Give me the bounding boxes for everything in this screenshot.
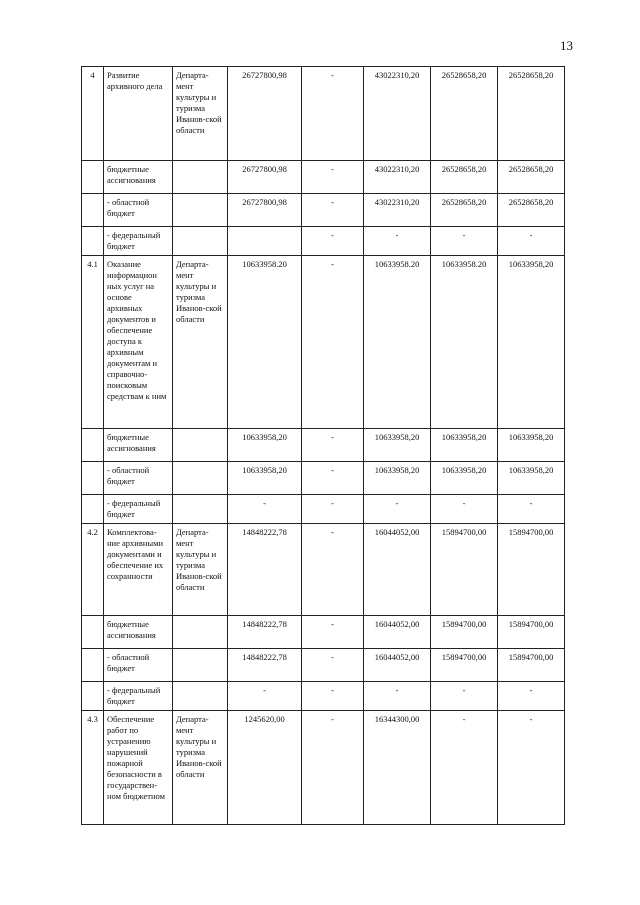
value-col2: - [302, 462, 364, 495]
table-row [82, 649, 565, 682]
table-row [82, 67, 565, 161]
value-col5: 15894700,00 [498, 649, 565, 682]
value-col2: - [302, 616, 364, 649]
value-col5: - [498, 682, 565, 711]
row-number [82, 227, 104, 256]
value-col3: - [364, 495, 431, 524]
value-col2: - [302, 524, 364, 616]
value-col5: 10633958,20 [498, 462, 565, 495]
row-responsible [173, 649, 228, 682]
value-col1: 26727800,98 [228, 67, 302, 161]
value-col1: 14848222,78 [228, 524, 302, 616]
value-col4: 10633958,20 [431, 429, 498, 462]
table-row [82, 682, 565, 711]
row-description: Обеспечение работ по устранению нарушений пожарной безопасности в государствен-ном бюджетном [104, 711, 173, 825]
row-number [82, 495, 104, 524]
value-col1 [228, 227, 302, 256]
row-number [82, 161, 104, 194]
value-col4: - [431, 495, 498, 524]
value-col4: 10633958,20 [431, 462, 498, 495]
value-col4: - [431, 227, 498, 256]
value-col1: 10633958,20 [228, 429, 302, 462]
row-description: Оказание информацион ных услуг на основе архивных документов и обеспечение доступа к архивным документам и справочно-поисковым средствам к ним [104, 256, 173, 429]
value-col3: - [364, 682, 431, 711]
table-row [82, 616, 565, 649]
value-col5: - [498, 711, 565, 825]
row-description: бюджетные ассигнования [104, 429, 173, 462]
value-col4: 15894700,00 [431, 616, 498, 649]
value-col2: - [302, 227, 364, 256]
row-responsible [173, 495, 228, 524]
value-col3: - [364, 227, 431, 256]
value-col1: 26727800,98 [228, 194, 302, 227]
row-number: 4.1 [82, 256, 104, 429]
value-col4: 26528658,20 [431, 67, 498, 161]
row-description: бюджетные ассигнования [104, 616, 173, 649]
value-col3: 43022310,20 [364, 194, 431, 227]
value-col2: - [302, 682, 364, 711]
value-col2: - [302, 649, 364, 682]
row-description: - федеральный бюджет [104, 227, 173, 256]
value-col4: 15894700,00 [431, 649, 498, 682]
value-col3: 16044052,00 [364, 524, 431, 616]
row-number [82, 429, 104, 462]
row-responsible [173, 462, 228, 495]
row-description: Комплектова-ние архивными документами и обеспечение их сохранности [104, 524, 173, 616]
value-col1: 10633958.20 [228, 256, 302, 429]
value-col4: 26528658,20 [431, 194, 498, 227]
row-description: бюджетные ассигнования [104, 161, 173, 194]
value-col5: - [498, 227, 565, 256]
table-row [82, 256, 565, 429]
table-row [82, 227, 565, 256]
row-number: 4 [82, 67, 104, 161]
value-col3: 43022310,20 [364, 161, 431, 194]
row-description: - областной бюджет [104, 649, 173, 682]
value-col4: - [431, 682, 498, 711]
value-col3: 10633958,20 [364, 462, 431, 495]
row-responsible: Департа-мент культуры и туризма Иванов-ской области [173, 256, 228, 429]
budget-table [81, 66, 565, 825]
value-col5: 26528658,20 [498, 161, 565, 194]
table-row [82, 194, 565, 227]
value-col1: 10633958,20 [228, 462, 302, 495]
row-responsible [173, 161, 228, 194]
value-col5: - [498, 495, 565, 524]
value-col2: - [302, 495, 364, 524]
value-col4: 26528658,20 [431, 161, 498, 194]
value-col4: - [431, 711, 498, 825]
value-col3: 16344300,00 [364, 711, 431, 825]
value-col4: 15894700,00 [431, 524, 498, 616]
table-row [82, 524, 565, 616]
value-col3: 10633958.20 [364, 256, 431, 429]
value-col2: - [302, 161, 364, 194]
row-responsible: Департа-мент культуры и туризма Иванов-ской области [173, 67, 228, 161]
row-number: 4.3 [82, 711, 104, 825]
row-responsible [173, 227, 228, 256]
value-col5: 15894700,00 [498, 616, 565, 649]
row-number [82, 649, 104, 682]
value-col3: 16044052,00 [364, 616, 431, 649]
page-number: 13 [560, 38, 573, 53]
value-col1: - [228, 495, 302, 524]
table-row [82, 161, 565, 194]
value-col2: - [302, 256, 364, 429]
value-col3: 43022310,20 [364, 67, 431, 161]
value-col5: 15894700,00 [498, 524, 565, 616]
row-description: Развитие архивного дела [104, 67, 173, 161]
row-description: - федеральный бюджет [104, 682, 173, 711]
value-col4: 10633958.20 [431, 256, 498, 429]
row-responsible: Департа-мент культуры и туризма Иванов-ской области [173, 711, 228, 825]
row-number [82, 616, 104, 649]
row-number [82, 194, 104, 227]
value-col5: 10633958,20 [498, 429, 565, 462]
value-col2: - [302, 194, 364, 227]
row-description: - федеральный бюджет [104, 495, 173, 524]
table-row [82, 462, 565, 495]
value-col1: 1245620,00 [228, 711, 302, 825]
value-col1: - [228, 682, 302, 711]
value-col2: - [302, 429, 364, 462]
row-description: - областной бюджет [104, 462, 173, 495]
value-col2: - [302, 67, 364, 161]
value-col1: 14848222,78 [228, 616, 302, 649]
row-responsible: Департа-мент культуры и туризма Иванов-ской области [173, 524, 228, 616]
value-col2: - [302, 711, 364, 825]
value-col3: 10633958,20 [364, 429, 431, 462]
row-responsible [173, 616, 228, 649]
table-row [82, 429, 565, 462]
row-responsible [173, 194, 228, 227]
table-row [82, 495, 565, 524]
value-col5: 26528658,20 [498, 194, 565, 227]
row-number: 4.2 [82, 524, 104, 616]
row-number [82, 682, 104, 711]
row-responsible [173, 429, 228, 462]
value-col3: 16044052,00 [364, 649, 431, 682]
row-number [82, 462, 104, 495]
row-responsible [173, 682, 228, 711]
row-description: - областной бюджет [104, 194, 173, 227]
value-col5: 10633958,20 [498, 256, 565, 429]
value-col5: 26528658,20 [498, 67, 565, 161]
table-row [82, 711, 565, 825]
value-col1: 14848222,78 [228, 649, 302, 682]
value-col1: 26727800,98 [228, 161, 302, 194]
